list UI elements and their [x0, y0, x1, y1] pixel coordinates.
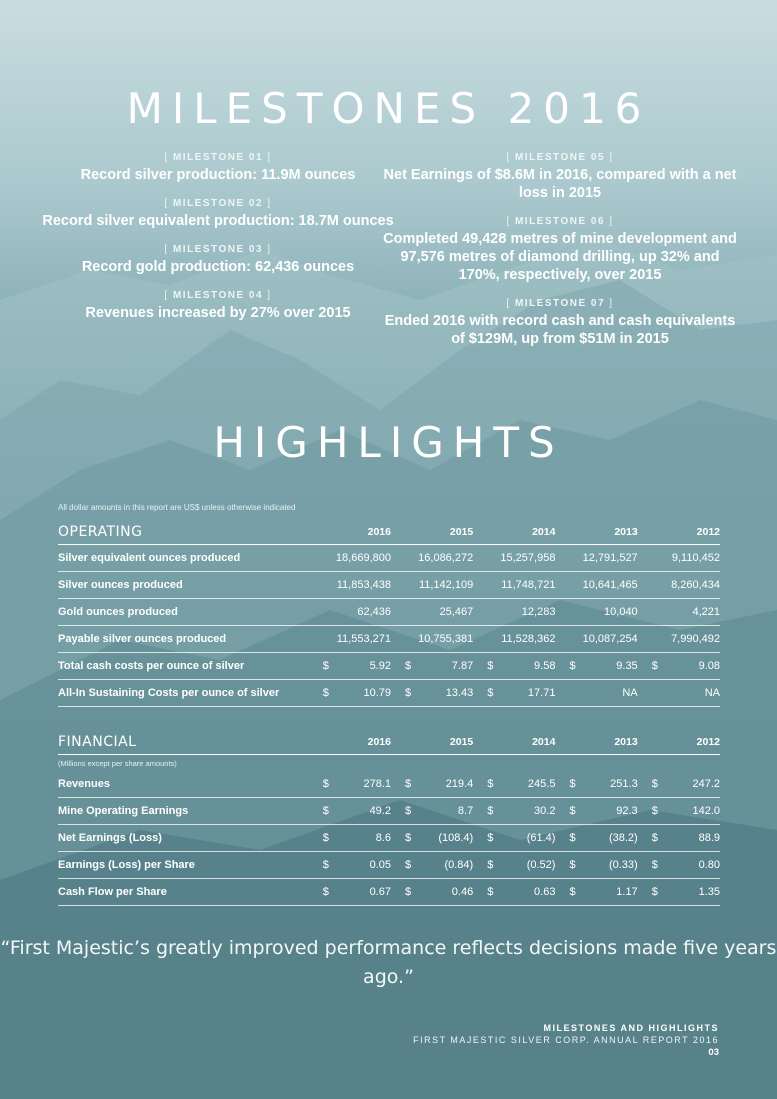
- row-label: Payable silver ounces produced: [58, 626, 309, 653]
- value-cell: [473, 545, 555, 572]
- year-header: 2015: [449, 736, 474, 748]
- currency-symbol: $: [322, 805, 329, 817]
- value-text: 9.58: [534, 660, 556, 672]
- value-text: 11,528,362: [501, 633, 556, 645]
- currency-symbol: $: [569, 660, 576, 672]
- value-cell: [473, 572, 555, 599]
- value-text: 8,260,434: [671, 579, 720, 591]
- bracket-open: [: [164, 152, 173, 163]
- value-wrap: [638, 805, 720, 817]
- value-cell: [473, 599, 555, 626]
- value-text: 8.6: [375, 832, 391, 844]
- value-text: 30.2: [534, 805, 556, 817]
- currency-symbol: $: [651, 886, 658, 898]
- table-row: [58, 798, 720, 825]
- milestone-label: [38, 198, 398, 209]
- value-cell: [391, 825, 473, 852]
- milestone-text: Net Earnings of $8.6M in 2016, compared with a net loss in 2015: [383, 167, 737, 201]
- value-cell: [555, 626, 637, 653]
- value-wrap: [309, 606, 391, 618]
- milestone-item: [380, 298, 740, 348]
- year-header: 2013: [614, 736, 638, 748]
- row-label: Gold ounces produced: [58, 599, 309, 626]
- value-text: (38.2): [608, 832, 638, 844]
- value-wrap: [638, 687, 720, 699]
- value-text: 18,669,800: [335, 552, 391, 564]
- value-cell: [309, 653, 391, 680]
- milestone-item: [38, 244, 398, 276]
- value-wrap: [309, 633, 391, 645]
- milestones-left-column: [38, 152, 398, 336]
- value-wrap: [391, 579, 473, 591]
- value-wrap: [638, 606, 720, 618]
- table-row: [58, 771, 720, 798]
- value-wrap: [391, 633, 473, 645]
- value-wrap: [555, 579, 637, 591]
- bracket-open: [: [164, 244, 173, 255]
- table-row: [58, 626, 720, 653]
- value-cell: [638, 599, 720, 626]
- currency-symbol: $: [404, 859, 412, 871]
- value-text: 7,990,492: [671, 633, 720, 645]
- milestone-text: Record silver production: 11.9M ounces: [80, 167, 356, 183]
- value-wrap: [391, 778, 473, 790]
- currency-symbol: $: [322, 778, 329, 790]
- value-wrap: [638, 832, 720, 844]
- value-text: 88.9: [698, 832, 720, 844]
- value-wrap: [391, 886, 473, 898]
- subnote-row: [58, 755, 720, 772]
- table-row: [58, 825, 720, 852]
- value-wrap: [473, 778, 555, 790]
- footer-section: MILESTONES AND HIGHLIGHTS: [543, 1023, 719, 1033]
- value-cell: [309, 545, 391, 572]
- value-cell: [638, 572, 720, 599]
- currency-symbol: $: [322, 660, 329, 672]
- value-wrap: [555, 606, 637, 618]
- footer-report: FIRST MAJESTIC SILVER CORP. ANNUAL REPORT 2016: [413, 1035, 719, 1045]
- row-label: Cash Flow per Share: [58, 879, 309, 906]
- currency-symbol: $: [487, 660, 494, 672]
- value-text: 9.35: [616, 660, 638, 672]
- value-text: 278.1: [363, 778, 391, 790]
- value-wrap: [391, 805, 473, 817]
- value-wrap: [638, 579, 720, 591]
- value-text: (0.52): [526, 859, 556, 871]
- value-text: 12,283: [521, 606, 556, 618]
- milestone-number: MILESTONE 05: [514, 152, 606, 163]
- row-label: Total cash costs per ounce of silver: [58, 653, 309, 680]
- value-text: 11,553,271: [336, 633, 391, 645]
- value-cell: [638, 825, 720, 852]
- currency-symbol: $: [569, 805, 576, 817]
- value-cell: [638, 545, 720, 572]
- value-cell: [473, 879, 555, 906]
- milestone-label: [380, 298, 740, 309]
- value-text: NA: [704, 687, 720, 699]
- value-text: 1.17: [616, 886, 638, 898]
- row-label: Mine Operating Earnings: [58, 798, 309, 825]
- bracket-close: ]: [263, 198, 272, 209]
- section-title: FINANCIAL: [58, 734, 137, 750]
- milestone-text: Completed 49,428 metres of mine development and 97,576 metres of diamond drilling, up 32% and 170%, respectively, over 2015: [383, 231, 737, 283]
- value-wrap: [555, 687, 637, 699]
- value-cell: [309, 599, 391, 626]
- value-cell: [555, 599, 637, 626]
- value-wrap: [473, 687, 555, 699]
- value-cell: [309, 879, 391, 906]
- bracket-close: ]: [263, 244, 272, 255]
- operating-table: [58, 520, 720, 707]
- value-cell: [391, 879, 473, 906]
- value-wrap: [638, 552, 720, 564]
- footer: [413, 1023, 719, 1058]
- value-wrap: [555, 859, 637, 871]
- value-cell: [309, 852, 391, 879]
- value-text: 9.08: [698, 660, 720, 672]
- currency-symbol: $: [569, 778, 576, 790]
- bracket-open: [: [164, 290, 173, 301]
- table-row: [58, 879, 720, 906]
- table-row: [58, 545, 720, 572]
- value-cell: [391, 626, 473, 653]
- value-wrap: [309, 687, 391, 699]
- currency-symbol: $: [651, 859, 658, 871]
- pull-quote: “First Majestic’s greatly improved performance reflects decisions made five years ago.”: [0, 937, 777, 988]
- currency-symbol: $: [487, 687, 494, 699]
- value-text: 4,221: [692, 606, 720, 618]
- value-wrap: [473, 832, 555, 844]
- value-text: 10,040: [604, 606, 638, 618]
- value-text: 0.67: [369, 886, 391, 898]
- value-cell: [638, 771, 720, 798]
- value-text: 245.5: [527, 778, 556, 790]
- milestone-text: Ended 2016 with record cash and cash equivalents of $129M, up from $51M in 2015: [384, 313, 736, 347]
- year-header: 2013: [614, 526, 638, 538]
- value-cell: [309, 798, 391, 825]
- value-wrap: [309, 660, 391, 672]
- value-wrap: [391, 660, 473, 672]
- value-wrap: [473, 805, 555, 817]
- year-header: 2012: [696, 526, 720, 538]
- value-cell: [473, 825, 555, 852]
- value-wrap: [473, 660, 555, 672]
- value-text: 11,853,438: [336, 579, 391, 591]
- value-cell: [638, 798, 720, 825]
- value-text: 17.71: [527, 687, 556, 699]
- value-text: 16,086,272: [418, 552, 474, 564]
- value-cell: [309, 680, 391, 707]
- value-cell: [473, 852, 555, 879]
- bracket-close: ]: [263, 290, 272, 301]
- operating-header-row: [58, 520, 720, 545]
- value-wrap: [555, 778, 637, 790]
- currency-symbol: $: [651, 660, 658, 672]
- currency-symbol: $: [322, 886, 329, 898]
- value-text: 11,142,109: [418, 579, 474, 591]
- value-text: 10.79: [363, 687, 391, 699]
- value-wrap: [309, 832, 391, 844]
- value-cell: [638, 879, 720, 906]
- value-text: 62,436: [357, 606, 391, 618]
- value-cell: [473, 680, 555, 707]
- value-wrap: [638, 859, 720, 871]
- milestone-text: Record gold production: 62,436 ounces: [81, 259, 355, 275]
- value-cell: [391, 599, 473, 626]
- value-cell: [473, 798, 555, 825]
- bracket-open: [: [164, 198, 173, 209]
- value-wrap: [555, 886, 637, 898]
- page-number: 03: [708, 1047, 719, 1058]
- value-text: 7.87: [451, 660, 474, 672]
- value-cell: [638, 653, 720, 680]
- value-wrap: [555, 832, 637, 844]
- value-wrap: [473, 579, 555, 591]
- value-wrap: [309, 886, 391, 898]
- financial-header-row: [58, 730, 720, 755]
- value-cell: [309, 771, 391, 798]
- currency-symbol: $: [487, 778, 494, 790]
- row-label: Earnings (Loss) per Share: [58, 852, 309, 879]
- value-wrap: [391, 552, 473, 564]
- value-wrap: [309, 552, 391, 564]
- bracket-close: ]: [605, 298, 614, 309]
- row-label: Silver equivalent ounces produced: [58, 545, 309, 572]
- milestones-right-column: [380, 152, 740, 362]
- value-wrap: [638, 778, 720, 790]
- bracket-open: [: [506, 152, 515, 163]
- value-wrap: [391, 832, 473, 844]
- milestones-title: MILESTONES 2016: [126, 84, 651, 133]
- value-wrap: [309, 805, 391, 817]
- value-cell: [309, 626, 391, 653]
- milestone-label: [38, 152, 398, 163]
- value-cell: [391, 771, 473, 798]
- section-title: OPERATING: [58, 524, 143, 540]
- milestone-item: [38, 290, 398, 322]
- value-text: 10,087,254: [582, 633, 638, 645]
- value-text: 13.43: [445, 687, 474, 699]
- value-text: (0.33): [608, 859, 638, 871]
- value-cell: [391, 545, 473, 572]
- milestone-item: [380, 216, 740, 284]
- value-cell: [555, 572, 637, 599]
- currency-symbol: $: [404, 660, 412, 672]
- value-text: (61.4): [526, 832, 556, 844]
- milestone-label: [38, 290, 398, 301]
- row-label: Net Earnings (Loss): [58, 825, 309, 852]
- highlights-title: HIGHLIGHTS: [213, 418, 564, 467]
- value-cell: [638, 852, 720, 879]
- value-wrap: [638, 886, 720, 898]
- value-cell: [555, 825, 637, 852]
- currency-note: All dollar amounts in this report are US$ unless otherwise indicated: [58, 503, 296, 512]
- currency-symbol: $: [651, 832, 658, 844]
- row-label: Revenues: [58, 771, 309, 798]
- currency-symbol: $: [322, 832, 329, 844]
- currency-symbol: $: [487, 886, 494, 898]
- bracket-close: ]: [605, 216, 614, 227]
- row-label: Silver ounces produced: [58, 572, 309, 599]
- table-row: [58, 852, 720, 879]
- value-cell: [555, 545, 637, 572]
- value-wrap: [473, 886, 555, 898]
- value-text: 5.92: [369, 660, 391, 672]
- value-cell: [391, 852, 473, 879]
- milestone-item: [38, 152, 398, 184]
- currency-symbol: $: [404, 886, 412, 898]
- value-wrap: [555, 660, 637, 672]
- currency-symbol: $: [404, 805, 412, 817]
- value-wrap: [473, 633, 555, 645]
- milestone-label: [380, 152, 740, 163]
- value-text: 10,641,465: [582, 579, 638, 591]
- milestone-item: [380, 152, 740, 202]
- milestone-number: MILESTONE 01: [172, 152, 264, 163]
- milestone-number: MILESTONE 03: [172, 244, 264, 255]
- value-wrap: [473, 859, 555, 871]
- value-cell: [555, 653, 637, 680]
- value-cell: [638, 680, 720, 707]
- value-cell: [555, 852, 637, 879]
- value-wrap: [391, 859, 473, 871]
- value-cell: [473, 626, 555, 653]
- value-wrap: [555, 552, 637, 564]
- currency-symbol: $: [487, 832, 494, 844]
- year-header: 2014: [532, 736, 556, 748]
- table-row: [58, 572, 720, 599]
- milestone-text: Revenues increased by 27% over 2015: [85, 305, 351, 321]
- currency-symbol: $: [322, 859, 329, 871]
- table-row: [58, 653, 720, 680]
- value-cell: [309, 825, 391, 852]
- currency-symbol: $: [404, 687, 412, 699]
- currency-symbol: $: [651, 805, 658, 817]
- value-cell: [391, 798, 473, 825]
- value-cell: [391, 680, 473, 707]
- milestone-label: [38, 244, 398, 255]
- value-text: 25,467: [439, 606, 474, 618]
- value-text: 10,755,381: [418, 633, 474, 645]
- financial-table: [58, 730, 720, 906]
- value-wrap: [555, 805, 637, 817]
- bracket-close: ]: [263, 152, 272, 163]
- value-text: 15,257,958: [500, 552, 556, 564]
- value-cell: [391, 572, 473, 599]
- value-text: 0.05: [369, 859, 391, 871]
- year-header: 2016: [367, 526, 391, 538]
- value-cell: [555, 771, 637, 798]
- subnote-text: (Millions except per share amounts): [58, 758, 177, 768]
- value-text: 8.7: [457, 805, 474, 817]
- value-cell: [391, 653, 473, 680]
- currency-symbol: $: [569, 886, 576, 898]
- value-text: (108.4): [438, 832, 474, 844]
- currency-symbol: $: [322, 687, 329, 699]
- value-wrap: [309, 859, 391, 871]
- value-text: 142.0: [692, 805, 720, 817]
- milestone-label: [380, 216, 740, 227]
- year-header: 2016: [367, 736, 391, 748]
- currency-symbol: $: [404, 832, 412, 844]
- milestone-number: MILESTONE 04: [172, 290, 264, 301]
- bracket-open: [: [506, 216, 515, 227]
- value-cell: [309, 572, 391, 599]
- value-text: 251.3: [610, 778, 638, 790]
- value-text: 11,748,721: [501, 579, 556, 591]
- value-text: 0.63: [534, 886, 556, 898]
- currency-symbol: $: [487, 859, 494, 871]
- milestone-number: MILESTONE 07: [514, 298, 606, 309]
- table-row: [58, 680, 720, 707]
- value-text: (0.84): [444, 859, 474, 871]
- currency-symbol: $: [651, 778, 658, 790]
- value-cell: [638, 626, 720, 653]
- currency-symbol: $: [404, 778, 412, 790]
- value-text: 247.2: [692, 778, 720, 790]
- value-text: 49.2: [369, 805, 391, 817]
- milestone-number: MILESTONE 06: [514, 216, 606, 227]
- value-wrap: [473, 552, 555, 564]
- milestone-item: [38, 198, 398, 230]
- value-cell: [555, 680, 637, 707]
- year-header: 2015: [449, 526, 474, 538]
- value-cell: [473, 771, 555, 798]
- year-header: 2012: [696, 736, 720, 748]
- value-text: 219.4: [445, 778, 474, 790]
- value-text: 0.80: [698, 859, 720, 871]
- milestone-text: Record silver equivalent production: 18.7M ounces: [42, 213, 394, 229]
- value-wrap: [391, 687, 473, 699]
- value-cell: [555, 798, 637, 825]
- bracket-open: [: [506, 298, 515, 309]
- value-wrap: [391, 606, 473, 618]
- value-text: 9,110,452: [671, 552, 720, 564]
- value-cell: [555, 879, 637, 906]
- row-label: All-In Sustaining Costs per ounce of silver: [58, 680, 309, 707]
- value-wrap: [555, 633, 637, 645]
- bracket-close: ]: [605, 152, 614, 163]
- value-wrap: [309, 778, 391, 790]
- value-text: 12,791,527: [582, 552, 638, 564]
- value-wrap: [309, 579, 391, 591]
- value-text: NA: [622, 687, 638, 699]
- value-text: 1.35: [698, 886, 720, 898]
- milestone-number: MILESTONE 02: [172, 198, 264, 209]
- year-header: 2014: [532, 526, 556, 538]
- value-text: 0.46: [451, 886, 474, 898]
- value-text: 92.3: [616, 805, 638, 817]
- currency-symbol: $: [569, 832, 576, 844]
- currency-symbol: $: [569, 859, 576, 871]
- value-wrap: [638, 660, 720, 672]
- value-wrap: [638, 633, 720, 645]
- value-wrap: [473, 606, 555, 618]
- value-cell: [473, 653, 555, 680]
- table-row: [58, 599, 720, 626]
- currency-symbol: $: [487, 805, 494, 817]
